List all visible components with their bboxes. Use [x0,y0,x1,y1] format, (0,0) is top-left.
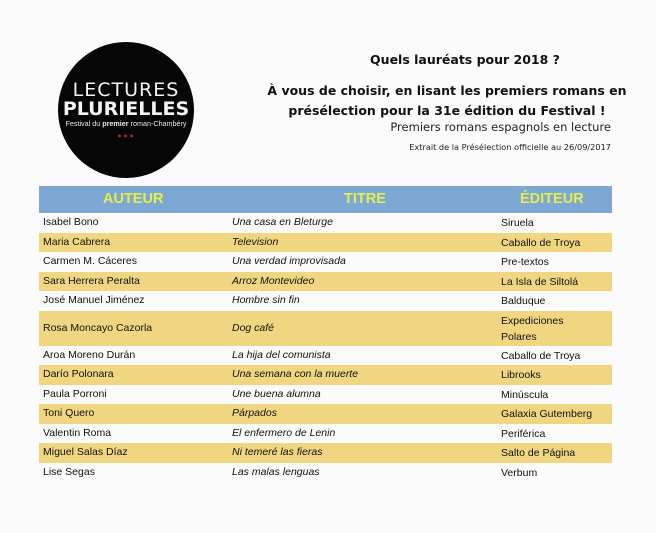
table-row [39,291,612,311]
table-row [39,385,612,405]
publisher-cell-line-2: Polares [501,330,537,343]
festival-logo [58,42,194,178]
author-cell: Miguel Salas Díaz [43,446,128,458]
publisher-cell: Verbum [501,466,538,479]
title-cell: Hombre sin fin [232,294,300,306]
publisher-cell: Minúscula [501,388,549,401]
logo-tagline-bold: premier [102,119,129,128]
column-header-title: TITRE [344,191,386,207]
author-cell: Aroa Moreno Durán [43,348,136,361]
table-row [39,346,612,366]
title-cell: El enfermero de Lenin [232,426,336,439]
subheadline-line-1: À vous de choisir, en lisant les premiers romans en [267,83,627,98]
logo-tagline [65,119,186,129]
table-header [39,186,612,213]
table-row [39,311,612,346]
author-cell: José Manuel Jiménez [43,294,145,306]
table-row [39,463,612,483]
author-cell: Carmen M. Cáceres [43,255,137,267]
publisher-cell: La Isla de Siltolá [501,275,579,288]
extract-note: Extrait de la Présélection officielle au 26/09/2017 [409,142,611,152]
table-row [39,272,612,292]
title-cell: Arroz Montevideo [232,274,315,287]
title-cell: Las malas lenguas [232,465,320,478]
title-cell: Una verdad improvisada [232,255,346,267]
title-cell: Une buena alumna [232,387,321,400]
author-cell: Paula Porroni [43,387,107,400]
logo-text-plurielles: PLURIELLES [62,98,190,120]
publisher-cell: Galaxia Gutemberg [501,408,593,420]
publisher-cell: Caballo de Troya [501,349,581,362]
author-cell: Darío Polonara [43,368,114,380]
title-cell: Dog café [232,321,275,334]
author-cell: Maria Cabrera [43,235,111,248]
publisher-cell: Siruela [501,217,534,229]
publisher-cell: Caballo de Troya [501,236,581,249]
table-row [39,252,612,272]
logo-dots-icon: ••• [116,132,136,141]
title-cell: Una semana con la muerte [232,368,359,380]
title-cell: Párpados [232,407,277,419]
page-subheadline [240,81,654,121]
title-cell: Television [232,235,279,248]
table-row [39,443,612,463]
page-headline: Quels lauréats pour 2018 ? [370,52,560,67]
author-cell: Toni Quero [43,407,95,419]
series-title: Premiers romans espagnols en lecture [390,120,611,134]
table-row [39,424,612,444]
publisher-cell: Salto de Página [501,447,576,459]
title-cell: Ni temeré las fieras [232,446,323,458]
author-cell: Valentin Roma [43,426,112,439]
table-row [39,404,612,424]
column-header-publisher: ÉDITEUR [520,191,584,207]
column-header-author: AUTEUR [103,191,164,207]
publisher-cell [501,313,563,345]
preselection-table [39,186,612,482]
publisher-cell: Pre-textos [501,256,549,268]
title-cell: La hija del comunista [232,348,331,361]
publisher-cell: Periférica [501,427,546,440]
subheadline-line-2: présélection pour la 31e édition du Festival ! [288,103,606,118]
table-row [39,233,612,253]
logo-tagline-pre: Festival du [65,119,103,128]
table-row [39,365,612,385]
publisher-cell-line-1: Expediciones [501,314,564,327]
author-cell: Sara Herrera Peralta [43,274,140,287]
title-cell: Una casa en Bleturge [232,216,333,228]
author-cell: Isabel Bono [43,216,99,228]
author-cell: Rosa Moncayo Cazorla [43,321,153,334]
publisher-cell: Balduque [501,295,546,307]
author-cell: Lise Segas [43,465,95,478]
logo-tagline-post: roman-Chambéry [128,119,187,128]
publisher-cell: Librooks [501,369,541,381]
table-row [39,213,612,233]
logo-text-lectures: LECTURES [72,79,180,101]
